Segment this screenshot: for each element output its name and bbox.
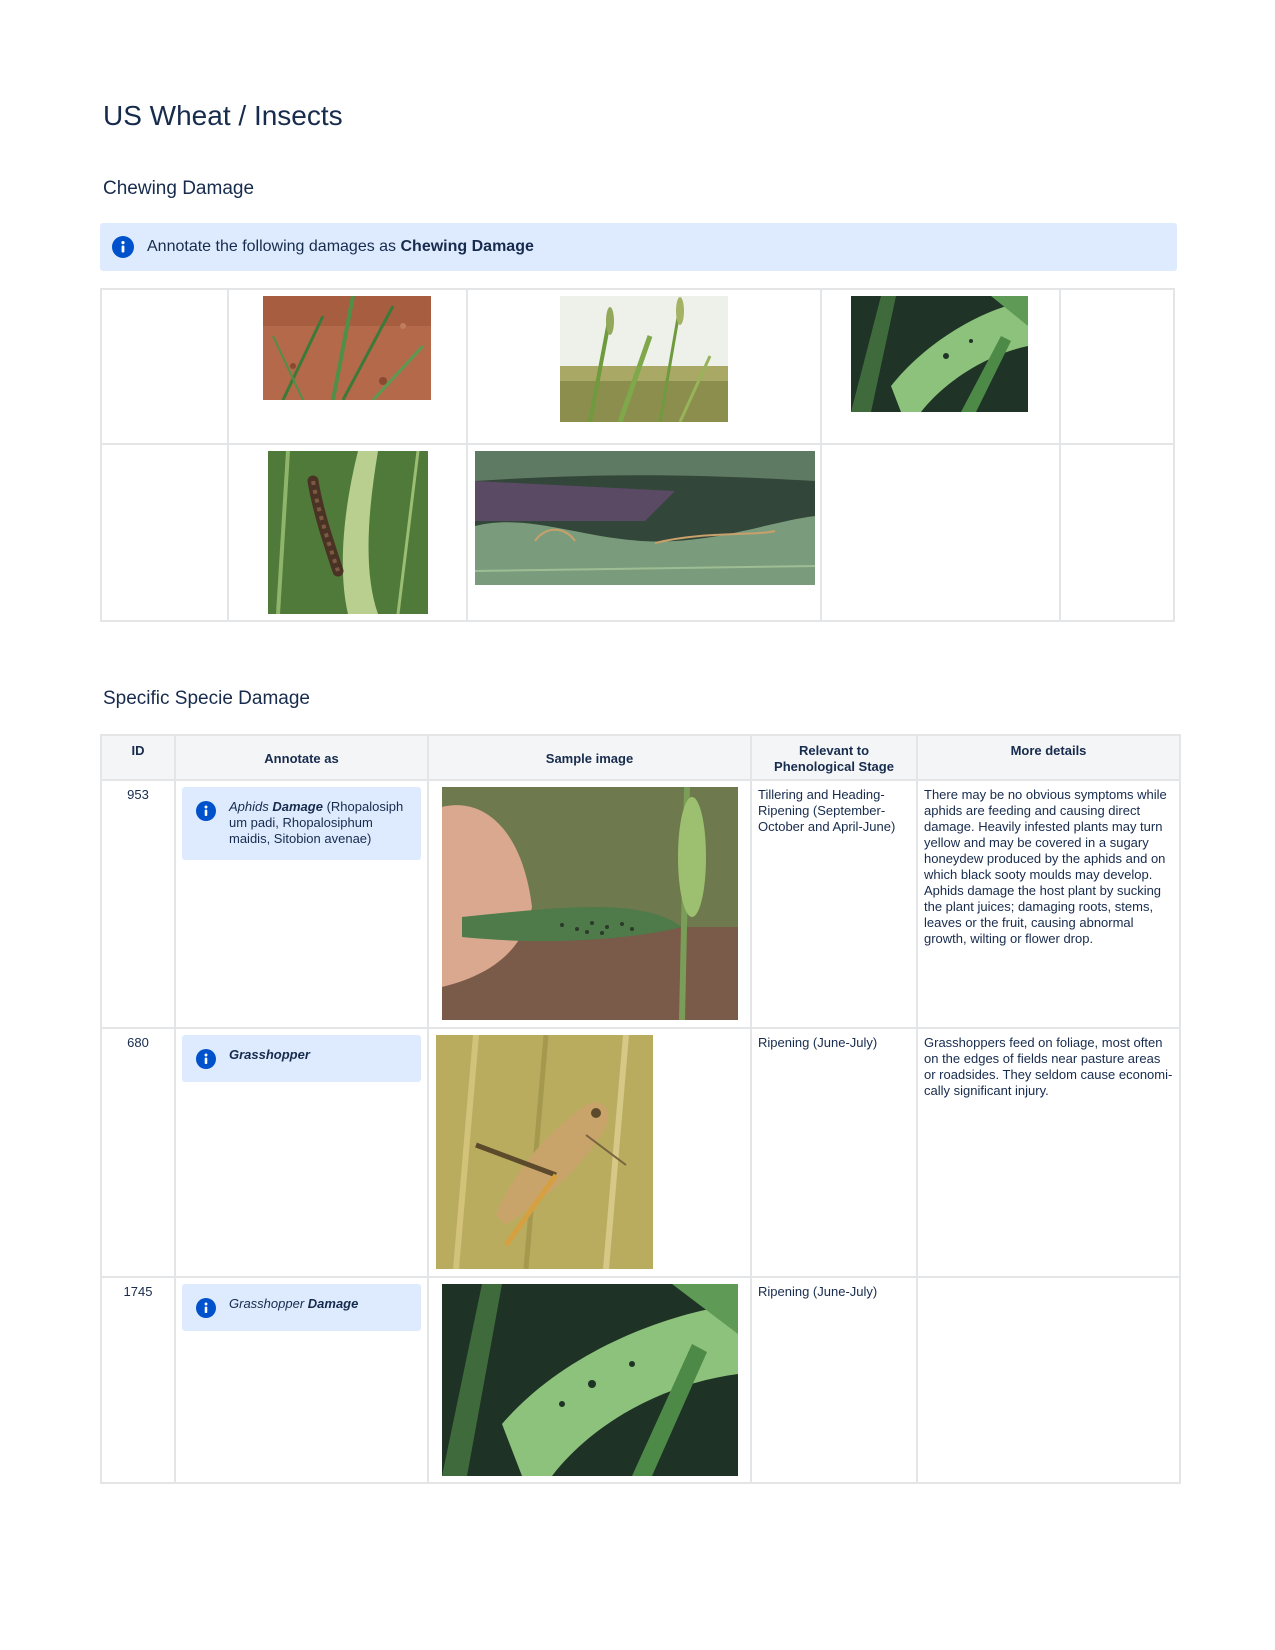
chewing-info-panel <box>100 223 1177 271</box>
chewing-damage-heading: Chewing Damage <box>103 178 255 199</box>
row-sample <box>428 780 751 1028</box>
wheat-heads-field-image <box>560 296 728 422</box>
aphids-on-leaf-image <box>442 787 738 1020</box>
gallery-cell <box>467 444 821 621</box>
annotate-note-text <box>229 1047 310 1063</box>
row-annotate <box>175 1028 428 1277</box>
row-id: 1745 <box>101 1277 175 1483</box>
info-bold: Chewing Damage <box>400 238 534 255</box>
chewed-leaf-image <box>851 296 1028 412</box>
page-title: US Wheat / Insects <box>103 100 343 131</box>
table-header-row <box>101 735 1180 780</box>
table-row <box>101 1028 1180 1277</box>
gallery-cell-empty <box>101 444 228 621</box>
gallery-cell <box>821 289 1060 444</box>
row-stage: Ripening (June-July) <box>751 1277 917 1483</box>
gallery-cell <box>228 289 467 444</box>
info-icon <box>196 1298 216 1318</box>
specific-damage-table <box>100 734 1181 1484</box>
row-details: There may be no obvious symptoms while aphids are feeding and causing direct damage. Heavily infested plants may turn yellow and may be covered in a sugary honeydew produced by the aphids and on which black sooty moulds may develop. Aphids damage the host plant by sucking the plant juices; damaging roots, stems, leaves or the fruit, causing abnormal growth, wilting or flower drop. <box>917 780 1180 1028</box>
row-sample <box>428 1028 751 1277</box>
gallery-cell-empty <box>1060 444 1174 621</box>
info-prefix: Annotate the following damages as <box>147 238 401 255</box>
wheat-seedling-soil-image <box>263 296 431 400</box>
annotate-rest: (Rhopalosiph um padi, Rhopalosiphum maidis, Sitobion avenae) <box>229 799 404 846</box>
row-annotate <box>175 780 428 1028</box>
specific-damage-heading: Specific Specie Damage <box>103 688 310 709</box>
annotate-note <box>182 1035 421 1082</box>
annotate-italic: Aphids <box>229 799 273 814</box>
grasshopper-damage-leaf-image <box>442 1284 738 1476</box>
header-details: More details <box>917 735 1180 780</box>
annotate-note-text <box>229 799 413 847</box>
annotate-italic: Grasshopper <box>229 1296 308 1311</box>
annotate-bold: Damage <box>307 1296 359 1311</box>
table-row <box>101 1277 1180 1483</box>
row-details <box>917 1277 1180 1483</box>
annotate-note <box>182 1284 421 1331</box>
header-sample: Sample image <box>428 735 751 780</box>
row-sample <box>428 1277 751 1483</box>
row-stage: Ripening (June-July) <box>751 1028 917 1277</box>
armyworm-on-wheat-image <box>268 451 428 614</box>
row-annotate <box>175 1277 428 1483</box>
header-stage: Relevant to Phenological Stage <box>751 735 917 780</box>
gallery-cell-empty <box>1060 289 1174 444</box>
grasshopper-image <box>436 1035 653 1269</box>
info-icon <box>196 1049 216 1069</box>
info-icon <box>112 236 134 258</box>
annotate-bold: Damage <box>272 799 323 814</box>
gallery-cell-empty <box>101 289 228 444</box>
table-row <box>101 780 1180 1028</box>
info-icon <box>196 801 216 821</box>
annotate-bold: Grasshopper <box>229 1047 310 1062</box>
gallery-cell <box>228 444 467 621</box>
row-id: 953 <box>101 780 175 1028</box>
gallery-cell <box>467 289 821 444</box>
annotate-note-text <box>229 1296 358 1312</box>
annotate-note <box>182 787 421 860</box>
leaf-edge-damage-image <box>475 451 815 585</box>
row-stage: Tillering and Heading-Ripening (September-October and April-June) <box>751 780 917 1028</box>
chewing-info-text <box>147 238 534 256</box>
chewing-gallery-table <box>100 288 1175 622</box>
row-details: Grasshoppers feed on foliage, most often on the edges of fields near pasture areas or roadsides. They seldom cause economi-cally significant injury. <box>917 1028 1180 1277</box>
header-id: ID <box>101 735 175 780</box>
header-annotate: Annotate as <box>175 735 428 780</box>
row-id: 680 <box>101 1028 175 1277</box>
gallery-cell-empty <box>821 444 1060 621</box>
